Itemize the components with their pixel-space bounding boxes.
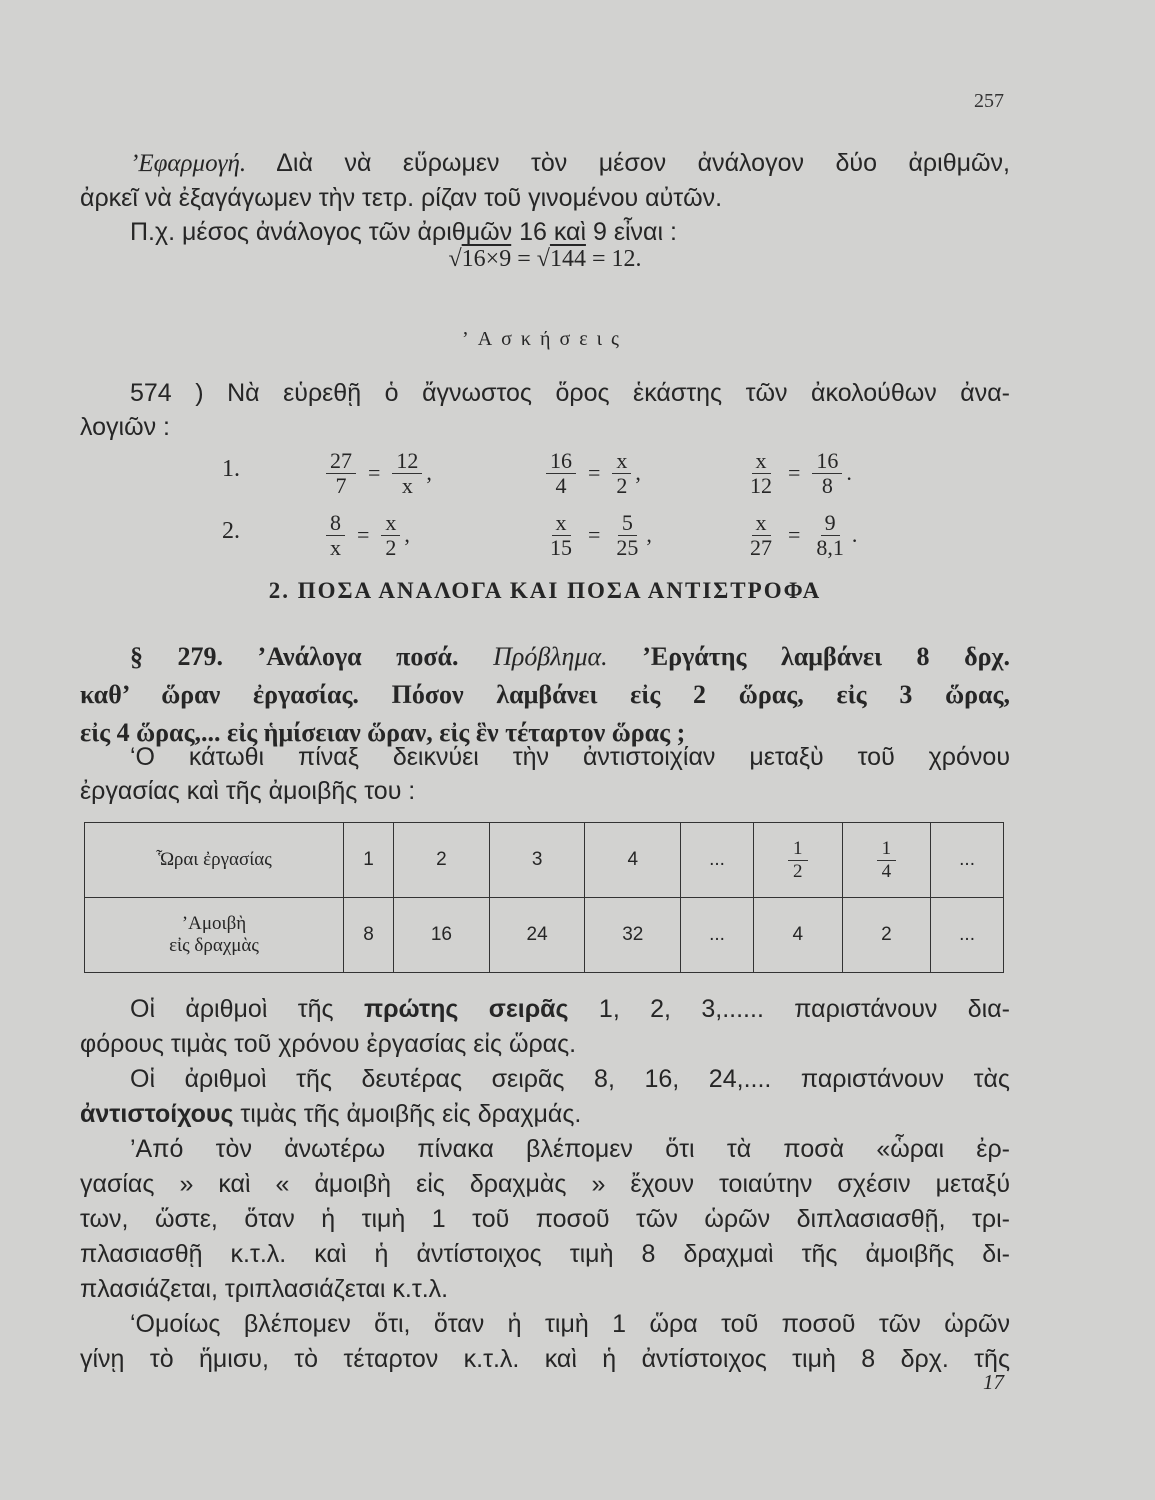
table-intro-paragraph — [80, 740, 1010, 808]
table-cell: 2 — [842, 898, 931, 973]
exercise-number: 574 ) — [130, 379, 204, 407]
equals-sign: = — [788, 522, 801, 547]
numerator: 16 — [812, 449, 842, 474]
proportion-equation — [322, 438, 432, 508]
body-line: Οἱ ἀριθμοὶ τῆς δευτέρας σειρᾶς 8, 16, 24,.... παριστάνουν τὰς — [130, 1065, 1010, 1093]
numerator: 9 — [821, 511, 840, 536]
table-cell: ... — [681, 823, 754, 898]
numerator: 16 — [546, 449, 576, 474]
table-intro-line-1: ‘Ο κάτωθι πίναξ δεικνύει τὴν ἀντιστοιχίαν μεταξὺ τοῦ χρόνου — [130, 743, 1010, 771]
row-header-hours: Ὧραι ἐργασίας — [85, 823, 344, 898]
proportion-equation — [322, 500, 410, 570]
table-row — [85, 823, 1004, 898]
numerator: x — [752, 511, 771, 536]
row-header-line-1: ’Αμοιβὴ — [181, 913, 247, 934]
denominator: 25 — [616, 534, 639, 560]
fraction-numerator: 1 — [877, 838, 897, 861]
table-row — [85, 898, 1004, 973]
row-header-payment — [85, 898, 344, 973]
fraction-right — [381, 511, 400, 560]
fraction-denominator: 4 — [881, 860, 892, 882]
denominator: 4 — [555, 472, 567, 498]
table-cell: 16 — [394, 898, 490, 973]
exercise-paragraph — [80, 376, 1010, 444]
fraction-left — [326, 449, 356, 498]
fraction-left — [546, 511, 576, 560]
fraction-half — [788, 838, 808, 883]
denominator: 8,1 — [816, 534, 844, 560]
section-heading: 2. ΠΟΣΑ ΑΝΑΛΟΓΑ ΚΑΙ ΠΟΣΑ ΑΝΤΙΣΤΡΟΦΑ — [268, 578, 822, 603]
table-cell: ... — [681, 898, 754, 973]
exercise-line-1 — [80, 376, 1010, 410]
denominator: 12 — [750, 472, 772, 498]
proportion-equation — [742, 500, 857, 570]
table-cell: 32 — [585, 898, 681, 973]
section-279-line-1-rest: ’Εργάτης λαμβάνει 8 δρχ. — [642, 642, 1011, 671]
radical-sign-2: √ — [536, 246, 550, 272]
radicand-1: 16×9 — [461, 246, 512, 272]
fraction-right — [812, 449, 842, 498]
exercises-heading: ’Ασκήσεις — [462, 328, 628, 350]
punctuation: , — [404, 522, 410, 547]
denominator: 15 — [550, 534, 572, 560]
application-label: ’Εφαρμογή. — [130, 150, 247, 177]
proportion-equation — [542, 438, 641, 508]
row-header-line-2: εἰς δραχμὰς — [169, 935, 259, 956]
application-line-2: ἀρκεῖ νὰ ἐξαγάγωμεν τὴν τετρ. ρίζαν τοῦ γινομένου αὐτῶν. — [80, 184, 723, 212]
radical-sign-1: √ — [448, 246, 462, 272]
table-cell: 1 — [344, 823, 394, 898]
numerator: x — [612, 449, 631, 474]
radicand-2: 144 — [549, 246, 586, 272]
section-279-paragraph — [80, 638, 1010, 752]
fraction-left — [746, 449, 776, 498]
denominator: x — [330, 534, 341, 560]
numerator: 8 — [326, 511, 345, 536]
body-line: ‘Ομοίως βλέπομεν ὅτι, ὅταν ἡ τιμὴ 1 ὥρα τοῦ ποσοῦ τῶν ὡρῶν — [130, 1310, 1010, 1338]
denominator: 2 — [385, 534, 397, 560]
equals-sign: = — [588, 522, 601, 547]
text-span: Οἱ ἀριθμοὶ τῆς — [130, 995, 334, 1023]
fraction-left — [326, 511, 345, 560]
fraction-left — [746, 511, 776, 560]
problem-label: Πρόβλημα. — [493, 642, 608, 671]
equals-sign: = — [788, 460, 801, 485]
fraction-right — [612, 511, 642, 560]
formula-result: = 12. — [591, 246, 642, 272]
denominator: 2 — [616, 472, 628, 498]
body-line — [80, 1097, 1010, 1132]
application-line-1 — [80, 146, 1010, 181]
section-279-title: § 279. ’Ανάλογα ποσά. — [130, 642, 459, 671]
text-span: τιμὰς τῆς ἀμοιβῆς εἰς δραχμάς. — [240, 1100, 582, 1128]
application-line-1-text: Διὰ νὰ εὕρωμεν τὸν μέσον ἀνάλογον δύο ἀριθμῶν, — [276, 149, 1010, 177]
table-cell-fraction-half — [753, 823, 842, 898]
fraction-left — [546, 449, 576, 498]
sqrt-formula — [80, 246, 1010, 273]
formula-equals: = — [517, 246, 531, 272]
body-paragraphs — [80, 992, 1010, 1377]
denominator: 7 — [335, 472, 347, 498]
numerator: x — [752, 449, 771, 474]
table-cell: 3 — [489, 823, 585, 898]
section-279-line-1 — [80, 638, 1010, 676]
body-line: γασίας » καὶ « ἀμοιβὴ εἰς δραχμὰς » ἔχουν τοιαύτην σχέσιν μεταξύ — [80, 1170, 1010, 1198]
section-279-line-2: καθ’ ὥραν ἐργασίας. Πόσον λαμβάνει εἰς 2 ὥρας, εἰς 3 ὥρας, — [80, 680, 1010, 709]
table-intro-line-2: ἐργασίας καὶ τῆς ἀμοιβῆς του : — [80, 777, 416, 805]
body-line: γίνῃ τὸ ἥμισυ, τὸ τέταρτον κ.τ.λ. καὶ ἡ ἀντίστοιχος τιμὴ 8 δρχ. τῆς — [80, 1345, 1010, 1373]
table-cell: 4 — [753, 898, 842, 973]
body-line: πλασιασθῇ κ.τ.λ. καὶ ἡ ἀντίστοιχος τιμὴ 8 δραχμαὶ τῆς ἀμοιβῆς δι- — [80, 1240, 1010, 1268]
text-span: 1, 2, 3,...... παριστάνουν δια- — [598, 995, 1010, 1023]
denominator: 8 — [821, 472, 833, 498]
bold-text: ἀντιστοίχους — [80, 1100, 234, 1128]
body-line: των, ὥστε, ὅταν ἡ τιμὴ 1 τοῦ ποσοῦ τῶν ὡρῶν διπλασιασθῇ, τρι- — [80, 1205, 1010, 1233]
page-number: 257 — [974, 90, 1004, 112]
fraction-right — [812, 511, 848, 560]
body-line: φόρους τιμὰς τοῦ χρόνου ἐργασίας εἰς ὥρας. — [80, 1030, 577, 1058]
body-line: ’Από τὸν ἀνωτέρω πίνακα βλέπομεν ὅτι τὰ ποσὰ «ὧραι ἐρ- — [130, 1135, 1010, 1163]
punctuation: . — [851, 522, 858, 547]
denominator: 27 — [750, 534, 772, 560]
denominator: x — [401, 472, 413, 498]
numerator: 12 — [392, 449, 422, 474]
equals-sign: = — [588, 460, 601, 485]
table-cell: 8 — [344, 898, 394, 973]
section-279-line-3: εἰς 4 ὥρας,... εἰς ἡμίσειαν ὥραν, εἰς ἓν τέταρτον ὥρας ; — [80, 718, 686, 747]
table-cell: ... — [931, 898, 1004, 973]
punctuation: , — [635, 460, 641, 485]
numerator: x — [381, 511, 400, 536]
correspondence-table — [84, 822, 1004, 973]
fraction-quarter — [877, 838, 897, 883]
punctuation: , — [646, 522, 652, 547]
table-cell: 4 — [585, 823, 681, 898]
numerator: 27 — [326, 449, 356, 474]
proportion-equation — [542, 500, 652, 570]
application-paragraph — [80, 146, 1010, 249]
fraction-denominator: 2 — [793, 860, 803, 882]
body-line — [80, 992, 1010, 1027]
numerator: x — [552, 511, 571, 536]
row-label: 2. — [222, 518, 240, 544]
application-line-3: Π.χ. μέσος ἀνάλογος τῶν ἀριθμῶν 16 καὶ 9 εἶναι : — [130, 218, 677, 246]
table-cell: 2 — [394, 823, 490, 898]
numerator: 5 — [618, 511, 637, 536]
signature-mark: 17 — [983, 1370, 1004, 1394]
table-cell: ... — [931, 823, 1004, 898]
exercise-line-1-text: Νὰ εὑρεθῇ ὁ ἄγνωστος ὅρος ἑκάστης τῶν ἀκολούθων ἀνα- — [227, 379, 1010, 407]
body-line: πλασιάζεται, τριπλασιάζεται κ.τ.λ. — [80, 1275, 449, 1303]
equals-sign: = — [368, 460, 381, 485]
proportion-equation — [742, 438, 852, 508]
table-cell-fraction-quarter — [842, 823, 931, 898]
row-label: 1. — [222, 456, 240, 482]
exercise-line-2: λογιῶν : — [80, 413, 170, 441]
table-cell: 24 — [489, 898, 585, 973]
fraction-right — [392, 449, 422, 498]
equals-sign: = — [357, 522, 370, 547]
fraction-numerator: 1 — [788, 838, 808, 861]
fraction-right — [612, 449, 631, 498]
punctuation: . — [846, 460, 852, 485]
bold-text: πρώτης σειρᾶς — [363, 995, 569, 1023]
punctuation: , — [426, 460, 432, 485]
